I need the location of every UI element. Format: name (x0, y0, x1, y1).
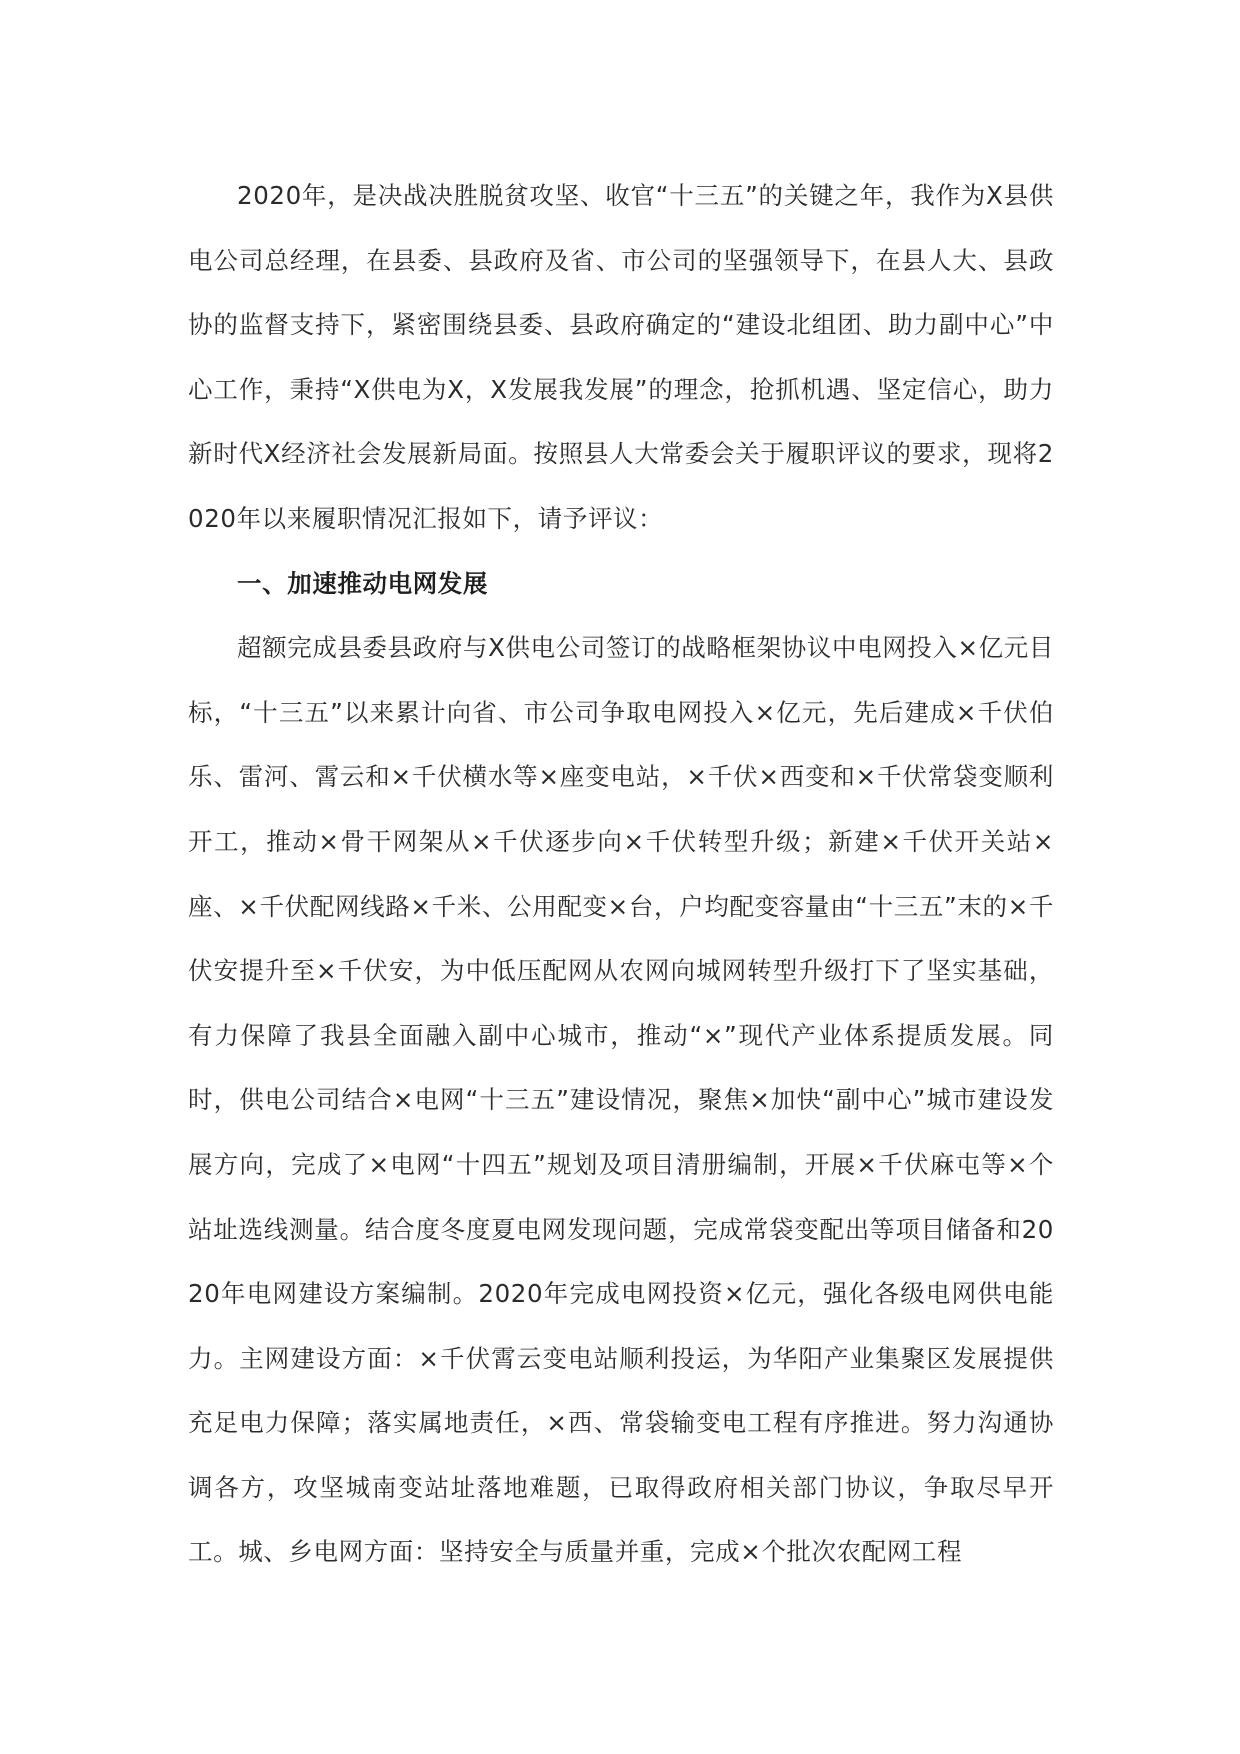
document-body (188, 164, 1054, 1585)
section-1-paragraph: 超额完成县委县政府与X供电公司签订的战略框架协议中电网投入×亿元目标，“十三五”以来累计向省、市公司争取电网投入×亿元，先后建成×千伏伯乐、雷河、霄云和×千伏横水等×座变电站，×千伏×西变和×千伏常袋变顺利开工，推动×骨干网架从×千伏逐步向×千伏转型升级；新建×千伏开关站×座、×千伏配网线路×千米、公用配变×台，户均配变容量由“十三五”末的×千伏安提升至×千伏安，为中低压配网从农网向城网转型升级打下了坚实基础，有力保障了我县全面融入副中心城市，推动“×”现代产业体系提质发展。同时，供电公司结合×电网“十三五”建设情况，聚焦×加快“副中心”城市建设发展方向，完成了×电网“十四五”规划及项目清册编制，开展×千伏麻屯等×个站址选线测量。结合度冬度夏电网发现问题，完成常袋变配出等项目储备和2020年电网建设方案编制。2020年完成电网投资×亿元，强化各级电网供电能力。主网建设方面：×千伏霄云变电站顺利投运，为华阳产业集聚区发展提供充足电力保障；落实属地责任，×西、常袋输变电工程有序推进。努力沟通协调各方，攻坚城南变站址落地难题，已取得政府相关部门协议，争取尽早开工。城、乡电网方面：坚持安全与质量并重，完成×个批次农配网工程 (188, 633, 1054, 1567)
intro-paragraph: 2020年，是决战决胜脱贫攻坚、收官“十三五”的关键之年，我作为X县供电公司总经理，在县委、县政府及省、市公司的坚强领导下，在县人大、县政协的监督支持下，紧密围绕县委、县政府确定的“建设北组团、助力副中心”中心工作，秉持“X供电为X，X发展我发展”的理念，抢抓机遇、坚定信心，助力新时代X经济社会发展新局面。按照县人大常委会关于履职评议的要求，现将2020年以来履职情况汇报如下，请予评议： (188, 181, 1054, 533)
section-heading-1: 一、加速推动电网发展 (237, 568, 488, 598)
